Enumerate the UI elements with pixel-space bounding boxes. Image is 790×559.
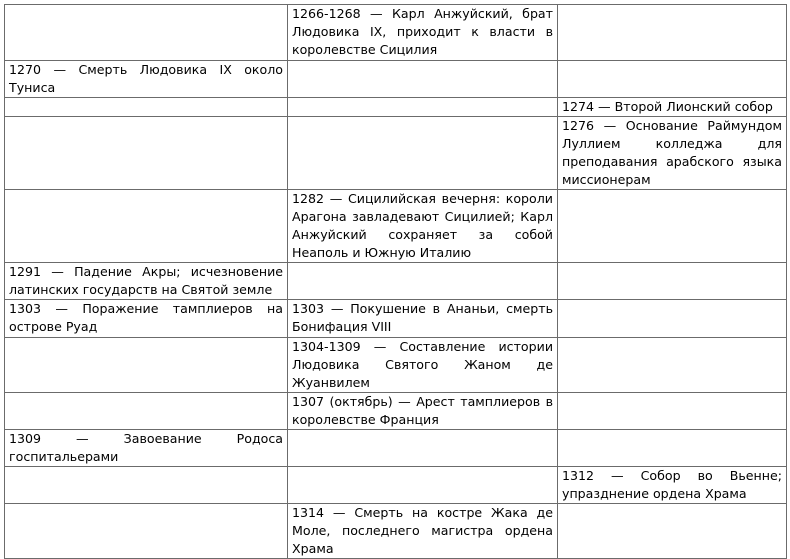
table-cell (558, 430, 787, 467)
table-cell (288, 61, 558, 98)
table-row (5, 300, 787, 338)
table-cell (558, 263, 787, 300)
table-row (5, 430, 787, 467)
timeline-body (5, 5, 787, 559)
table-row (5, 338, 787, 393)
table-row (5, 117, 787, 190)
table-cell: 1307 (октябрь) — Арест тамплиеров в королевстве Франция (288, 393, 558, 430)
table-cell (288, 430, 558, 467)
table-cell: 1312 — Собор во Вьенне; упразднение ордена Храма (558, 467, 787, 504)
table-cell: 1304-1309 — Составление истории Людовика Святого Жаном де Жуанвилем (288, 338, 558, 393)
table-cell (5, 190, 288, 263)
table-cell (558, 5, 787, 61)
table-row (5, 467, 787, 504)
table-cell: 1270 — Смерть Людовика IX около Туниса (5, 61, 288, 98)
table-row (5, 98, 787, 117)
table-cell (288, 263, 558, 300)
table-row (5, 393, 787, 430)
table-cell: 1276 — Основание Раймундом Луллием колледжа для преподавания арабского языка миссионерам (558, 117, 787, 190)
table-cell: 1314 — Смерть на костре Жака де Моле, последнего магистра ордена Храма (288, 504, 558, 559)
table-cell (558, 338, 787, 393)
timeline-table (4, 4, 787, 559)
table-cell (558, 61, 787, 98)
table-cell (5, 98, 288, 117)
table-cell: 1309 — Завоевание Родоса госпитальерами (5, 430, 288, 467)
table-cell (288, 98, 558, 117)
table-row (5, 61, 787, 98)
table-cell (5, 504, 288, 559)
table-cell (288, 117, 558, 190)
table-cell (5, 117, 288, 190)
table-cell (558, 393, 787, 430)
table-cell: 1282 — Сицилийская вечерня: короли Арагона завладевают Сицилией; Карл Анжуйский сохраняет за собой Неаполь и Южную Италию (288, 190, 558, 263)
table-cell: 1274 — Второй Лионский собор (558, 98, 787, 117)
table-cell (5, 338, 288, 393)
table-cell: 1291 — Падение Акры; исчезновение латинских государств на Святой земле (5, 263, 288, 300)
table-cell: 1303 — Покушение в Ананьи, смерть Бонифация VIII (288, 300, 558, 338)
table-cell: 1303 — Поражение тамплиеров на острове Руад (5, 300, 288, 338)
table-cell (558, 300, 787, 338)
table-row (5, 190, 787, 263)
table-cell (5, 467, 288, 504)
table-cell (5, 393, 288, 430)
table-row (5, 5, 787, 61)
table-cell (288, 467, 558, 504)
table-cell (5, 5, 288, 61)
table-cell: 1266-1268 — Карл Анжуйский, брат Людовика IX, приходит к власти в королевстве Сицилия (288, 5, 558, 61)
table-cell (558, 190, 787, 263)
table-cell (558, 504, 787, 559)
table-row (5, 263, 787, 300)
table-row (5, 504, 787, 559)
